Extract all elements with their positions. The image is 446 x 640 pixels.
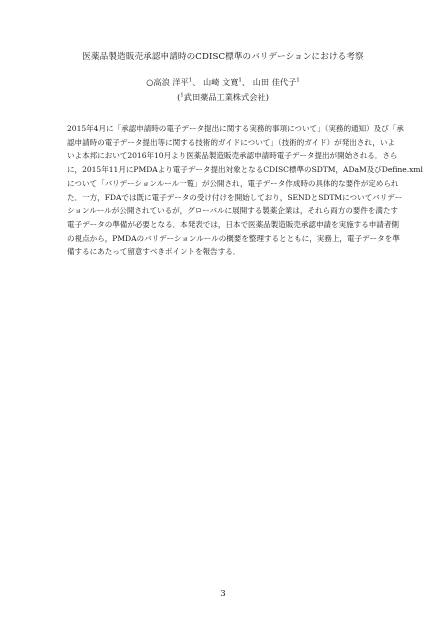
presenter-mark: ○	[146, 77, 154, 87]
abstract-line: 2015年4月に「承認申請時の電子データ提出に関する実務的事項について」（実務的通知）及び「承	[67, 124, 404, 133]
author-1	[146, 77, 200, 87]
affiliation-marker: 1	[180, 92, 184, 99]
abstract-line: いよ本邦において2016年10月より医薬品製造販売承認申請時電子データ提出が開始される．さら	[67, 151, 398, 161]
author-list	[0, 76, 446, 88]
author-3	[253, 77, 300, 87]
author-separator: 、	[192, 77, 201, 87]
abstract-line: ションルールが公開されているが，グローバルに展開する製薬企業は，それら両方の要件を満たす	[67, 206, 399, 216]
author-name: 山崎 文寛	[203, 77, 239, 87]
abstract-line: 認申請時の電子データ提出等に関する技術的ガイドについて」（技術的ガイド）が発出され，いよ	[67, 137, 395, 147]
affiliation-marker: 1	[238, 77, 242, 84]
abstract-line: について「バリデーションルール一覧」が公開され，電子データ作成時の具体的な要件が定められ	[67, 178, 399, 188]
abstract	[67, 122, 423, 259]
abstract-line: 電子データの準備が必要となる．本発表では，日本で医薬品製造販売承認申請を実施する申請者側	[67, 219, 399, 229]
affiliation-marker: 1	[188, 77, 193, 84]
abstract-line: の視点から，PMDAのバリデーションルールの概要を整理するとともに，実務上，電子データを準	[67, 233, 400, 243]
author-separator: 、	[241, 77, 251, 87]
author-name: 山田 佳代子	[252, 77, 297, 87]
affiliation-name: 武田薬品工業株式会社	[183, 92, 266, 102]
paper-title: 医薬品製造販売承認申請時のCDISC標準のバリデーションにおける考察	[82, 52, 364, 62]
affiliation-marker: 1	[296, 77, 300, 84]
author-name: 高浪 洋平	[153, 77, 189, 87]
author-2	[203, 77, 250, 87]
affiliation: ($^1$武田薬品工業株式会社)	[177, 92, 269, 102]
abstract-line: た．一方，FDAでは既に電子データの受け付けを開始しており，SENDとSDTMについてバリデー	[67, 192, 403, 202]
page-number: 3	[220, 589, 226, 599]
abstract-line: に，2015年11月にPMDAより電子データ提出対象となるCDISC標準のSDTM，ADaM及びDefine.xml	[67, 165, 423, 175]
abstract-line: 備するにあたって留意すべきポイントを報告する．	[67, 247, 241, 257]
